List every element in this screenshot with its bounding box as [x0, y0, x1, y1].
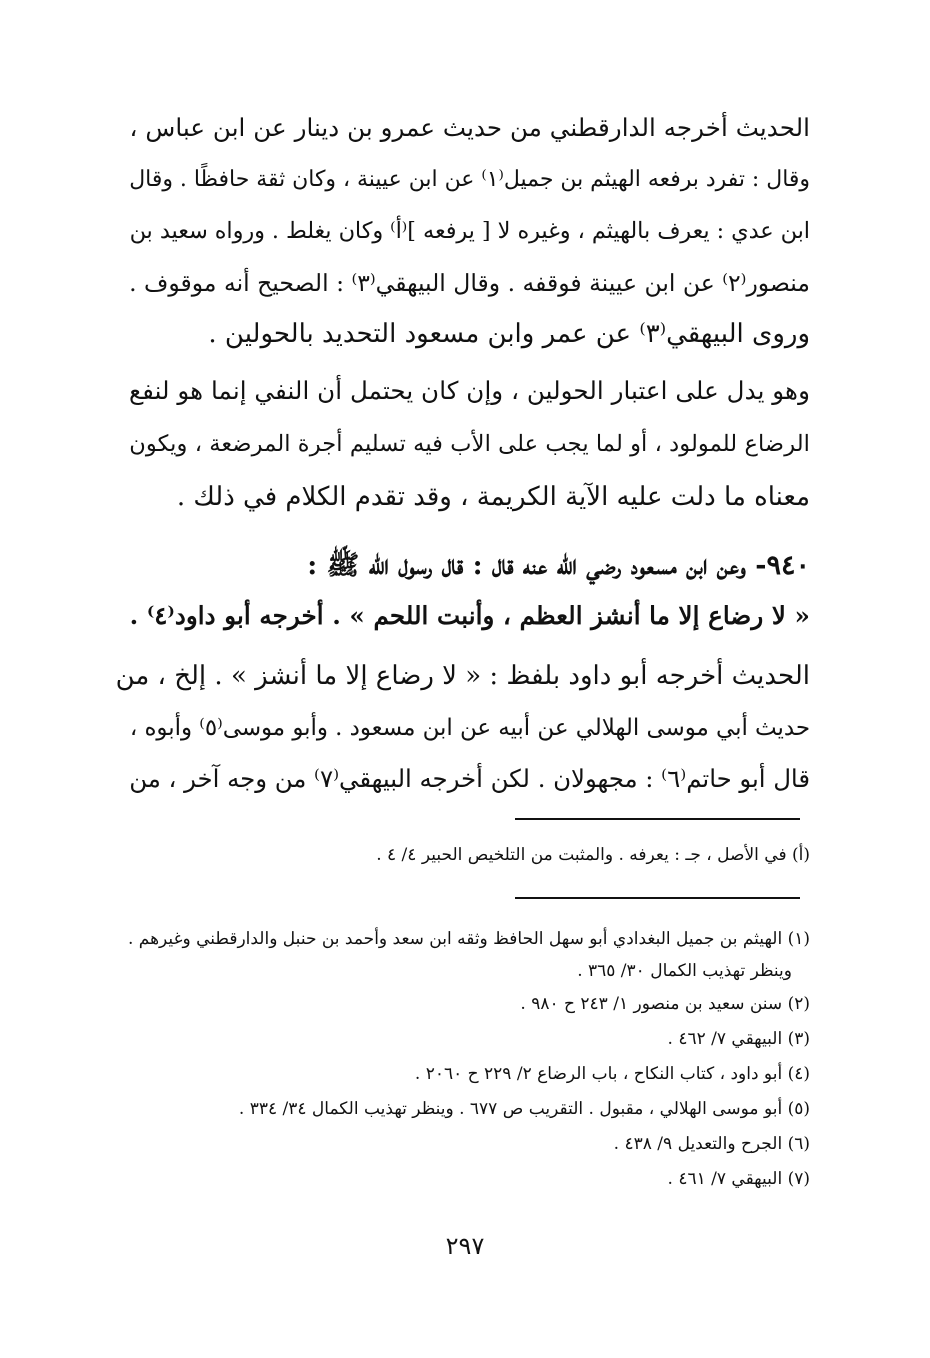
hadith-line: « لا رضاع إلا ما أنشز العظم ، وأنبت اللحم » . أخرجه أبو داود⁽٤⁾ . [129, 601, 810, 630]
text-line: قال أبو حاتم⁽٦⁾ : مجهولان . لكن أخرجه البيهقي⁽٧⁾ من وجه آخر ، من [129, 764, 810, 793]
text-line: منصور⁽٢⁾ عن ابن عيينة فوقفه . وقال البيهقي⁽٣⁾ : الصحيح أنه موقوف . [129, 269, 810, 297]
footnote-1: (١) الهيثم بن جميل البغدادي أبو سهل الحافظ وثقه ابن سعد وأحمد بن حنبل والدارقطني وغيرهم . [127, 929, 810, 949]
footnote-divider-top [515, 818, 800, 820]
footnote-7: (٧) البيهقي ٧/ ٤٦١ . [667, 1169, 810, 1189]
text-line: وروى البيهقي⁽٣⁾ عن عمر وابن مسعود التحديد بالحولين . [208, 319, 810, 349]
footnote-1-continued: وينظر تهذيب الكمال ٣٠/ ٣٦٥ . [577, 961, 792, 981]
hadith-line: ٩٤٠- وعن ابن مسعود رضي الله عنه قال : قال رسول الله ﷺ : [307, 550, 810, 581]
text-line: وهو يدل على اعتبار الحولين ، وإن كان يحتمل أن النفي إنما هو لنفع [128, 376, 810, 405]
footnote-5: (٥) أبو موسى الهلالي ، مقبول . التقريب ص ٦٧٧ . وينظر تهذيب الكمال ٣٤/ ٣٣٤ . [238, 1099, 810, 1119]
text-line: الرضاع للمولود ، أو لما يجب على الأب فيه تسليم أجرة المرضعة ، ويكون [129, 431, 810, 457]
text-line: الحديث أخرجه الدارقطني من حديث عمرو بن دينار عن ابن عباس ، [129, 113, 810, 142]
footnote-6: (٦) الجرح والتعديل ٩/ ٤٣٨ . [613, 1134, 810, 1154]
page-number: ٢٩٧ [445, 1232, 485, 1260]
text-line: ابن عدي : يعرف بالهيثم ، وغيره لا [ يرفعه ]⁽أ⁾ وكان يغلط . ورواه سعيد بن [129, 218, 810, 244]
text-line: حديث أبي موسى الهلالي عن أبيه عن ابن مسعود . وأبو موسى⁽٥⁾ وأبوه ، [129, 715, 810, 741]
footnote-4: (٤) أبو داود ، كتاب النكاح ، باب الرضاع ٢/ ٢٢٩ ح ٢٠٦٠ . [414, 1064, 810, 1084]
text-line: الحديث أخرجه أبو داود بلفظ : « لا رضاع إلا ما أنشز » . إلخ ، من [115, 661, 810, 691]
text-line: وقال : تفرد برفعه الهيثم بن جميل⁽١⁾ عن ابن عيينة ، وكان ثقة حافظًا . وقال [129, 167, 810, 192]
footnote-divider-bottom [515, 897, 800, 899]
footnote-2: (٢) سنن سعيد بن منصور ١/ ٢٤٣ ح ٩٨٠ . [520, 994, 810, 1014]
variant-note-text: (أ) في الأصل ، جـ : يعرفه . والمثبت من التلخيص الحبير ٤/ ٤ . [376, 845, 810, 865]
footnote-3: (٣) البيهقي ٧/ ٤٦٢ . [667, 1029, 810, 1049]
text-line: معناه ما دلت عليه الآية الكريمة ، وقد تقدم الكلام في ذلك . [176, 482, 810, 512]
